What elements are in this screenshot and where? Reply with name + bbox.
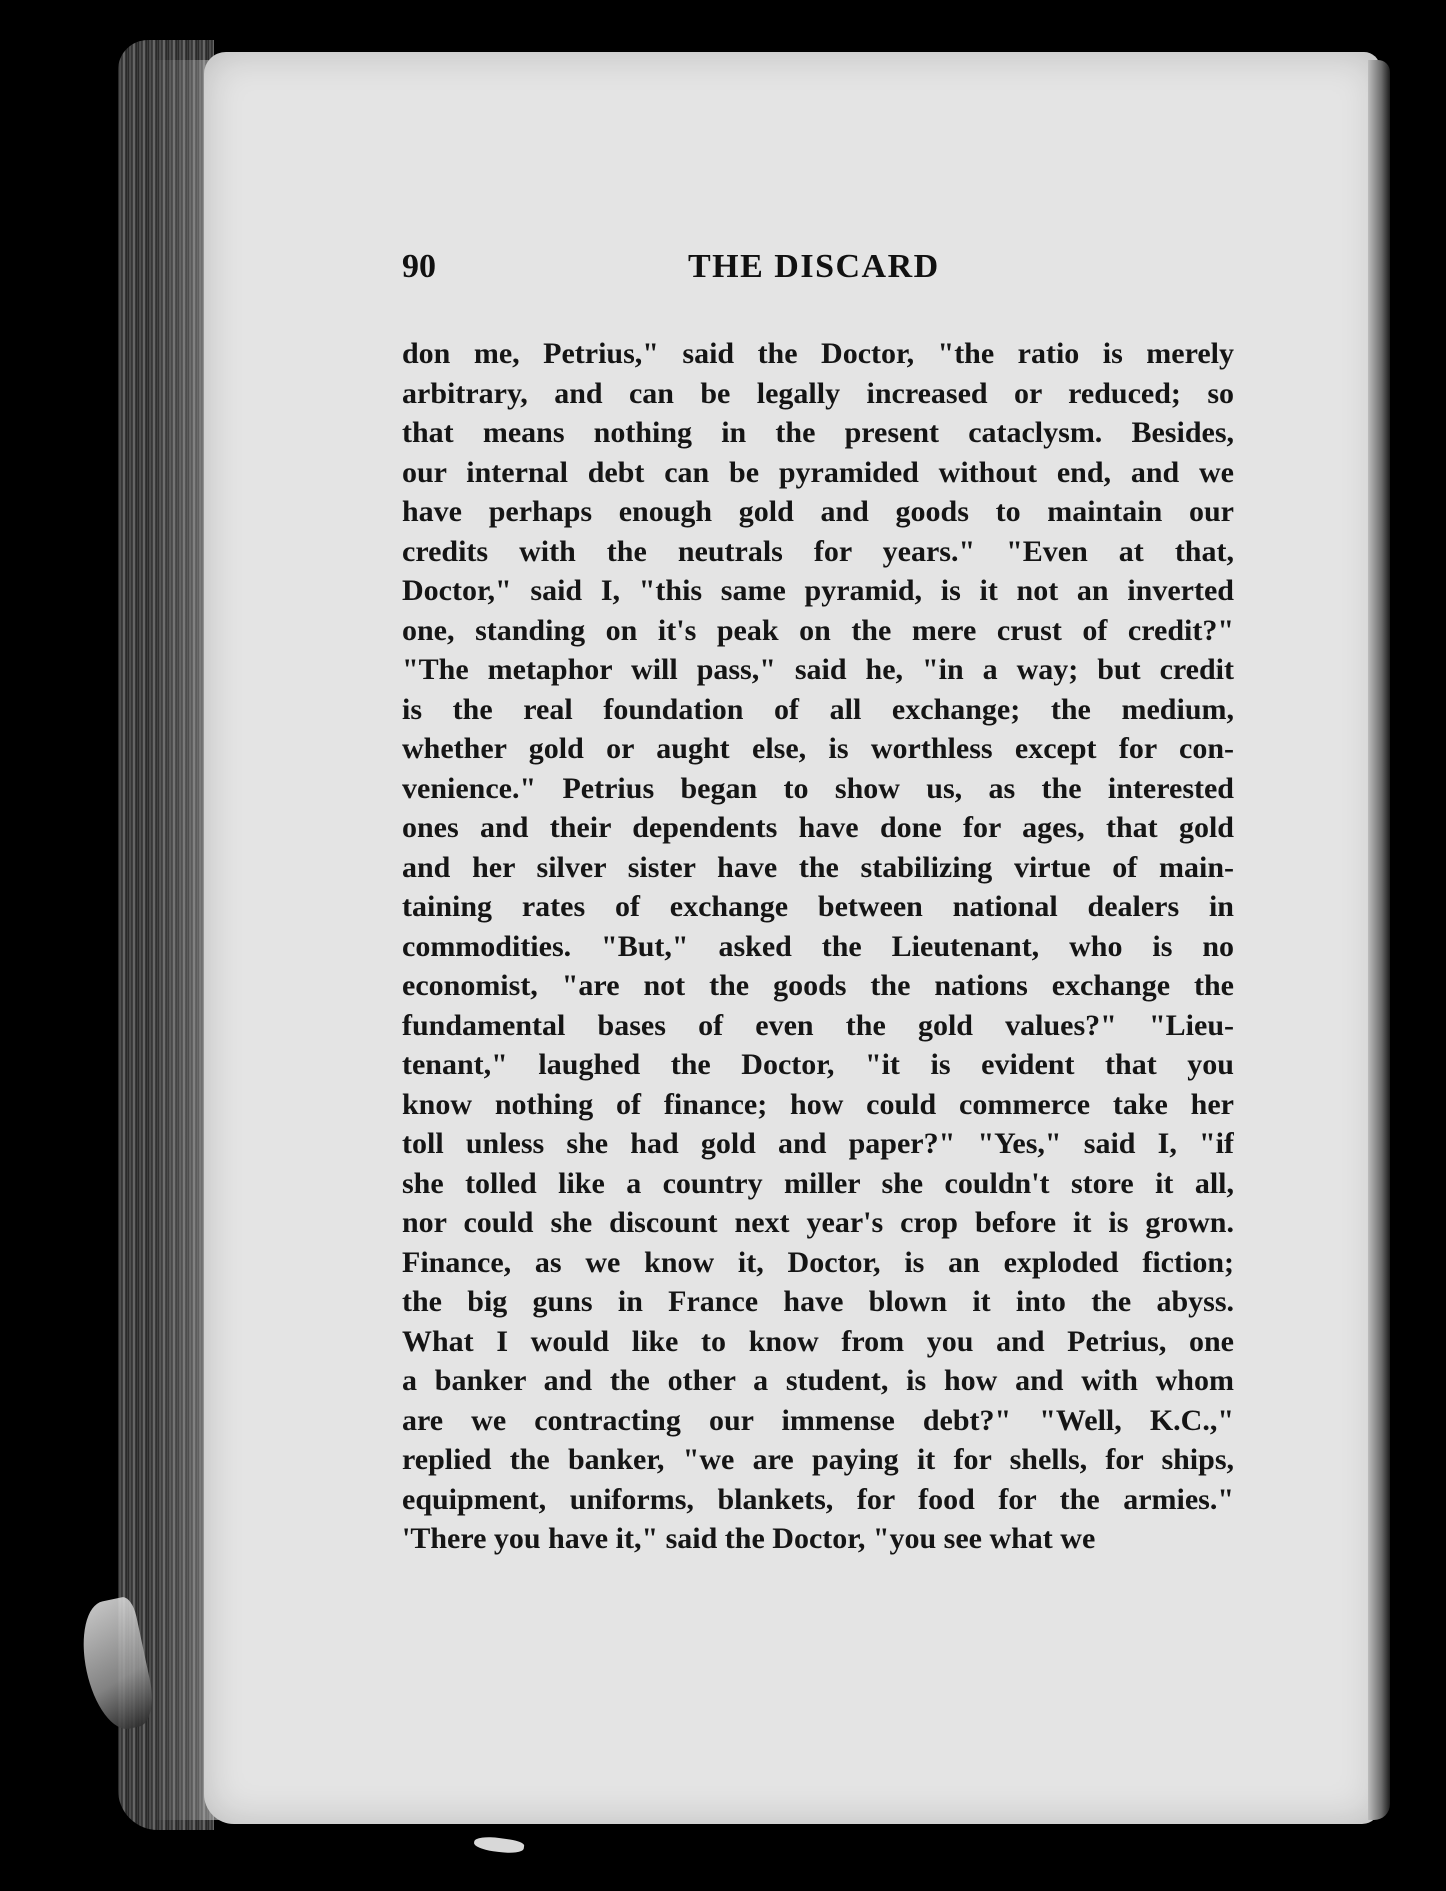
page-right-edge <box>1368 60 1390 1820</box>
text-line: toll unless she had gold and paper?" "Yes," said I, "if <box>402 1127 1234 1160</box>
page-number: 90 <box>402 248 436 285</box>
text-line: taining rates of exchange between national dealers in <box>402 890 1234 923</box>
text-line: arbitrary, and can be legally increased or reduced; so <box>402 376 1234 410</box>
text-line: fundamental bases of even the gold values?" "Lieu- <box>402 1008 1234 1042</box>
text-line: Finance, as we know it, Doctor, is an exploded fiction; <box>402 1245 1234 1279</box>
text-line: credits with the neutrals for years." "Even at that, <box>402 534 1234 568</box>
text-line: whether gold or aught else, is worthless except for con- <box>402 732 1234 765</box>
text-line: nor could she discount next year's crop before it is grown. <box>402 1206 1234 1239</box>
text-line: equipment, uniforms, blankets, for food for the armies." <box>402 1482 1234 1516</box>
text-line: "The metaphor will pass," said he, "in a way; but credit <box>402 653 1234 686</box>
scan-artifact <box>473 1835 524 1856</box>
text-line: and her silver sister have the stabilizing virtue of main- <box>402 850 1234 884</box>
body-text <box>402 334 1234 1559</box>
text-line: ones and their dependents have done for ages, that gold <box>402 811 1234 844</box>
text-line: the big guns in France have blown it into the abyss. <box>402 1285 1234 1318</box>
text-line: venience." Petrius began to show us, as the interested <box>402 771 1234 805</box>
text-line: don me, Petrius," said the Doctor, "the ratio is merely <box>402 337 1234 370</box>
text-line: our internal debt can be pyramided without end, and we <box>402 455 1234 489</box>
text-line: economist, "are not the goods the nations exchange the <box>402 969 1234 1002</box>
text-line: know nothing of finance; how could commerce take her <box>402 1087 1234 1121</box>
text-line: Doctor," said I, "this same pyramid, is it not an inverted <box>402 574 1234 607</box>
text-line: replied the banker, "we are paying it for shells, for ships, <box>402 1443 1234 1476</box>
text-line: is the real foundation of all exchange; the medium, <box>402 692 1234 726</box>
text-line: tenant," laughed the Doctor, "it is evident that you <box>402 1048 1234 1081</box>
running-header <box>402 245 1222 289</box>
text-line: have perhaps enough gold and goods to maintain our <box>402 495 1234 528</box>
text-line: a banker and the other a student, is how and with whom <box>402 1364 1234 1397</box>
text-line: are we contracting our immense debt?" "Well, K.C.," <box>402 1403 1234 1437</box>
text-line: 'There you have it," said the Doctor, "you see what we <box>402 1522 1096 1555</box>
running-title: THE DISCARD <box>688 248 940 285</box>
text-line: she tolled like a country miller she couldn't store it all, <box>402 1166 1234 1200</box>
text-line: What I would like to know from you and Petrius, one <box>402 1324 1234 1358</box>
text-line: commodities. "But," asked the Lieutenant, who is no <box>402 929 1234 963</box>
text-line: one, standing on it's peak on the mere crust of credit?" <box>402 613 1234 647</box>
text-line: that means nothing in the present cataclysm. Besides, <box>402 416 1234 449</box>
